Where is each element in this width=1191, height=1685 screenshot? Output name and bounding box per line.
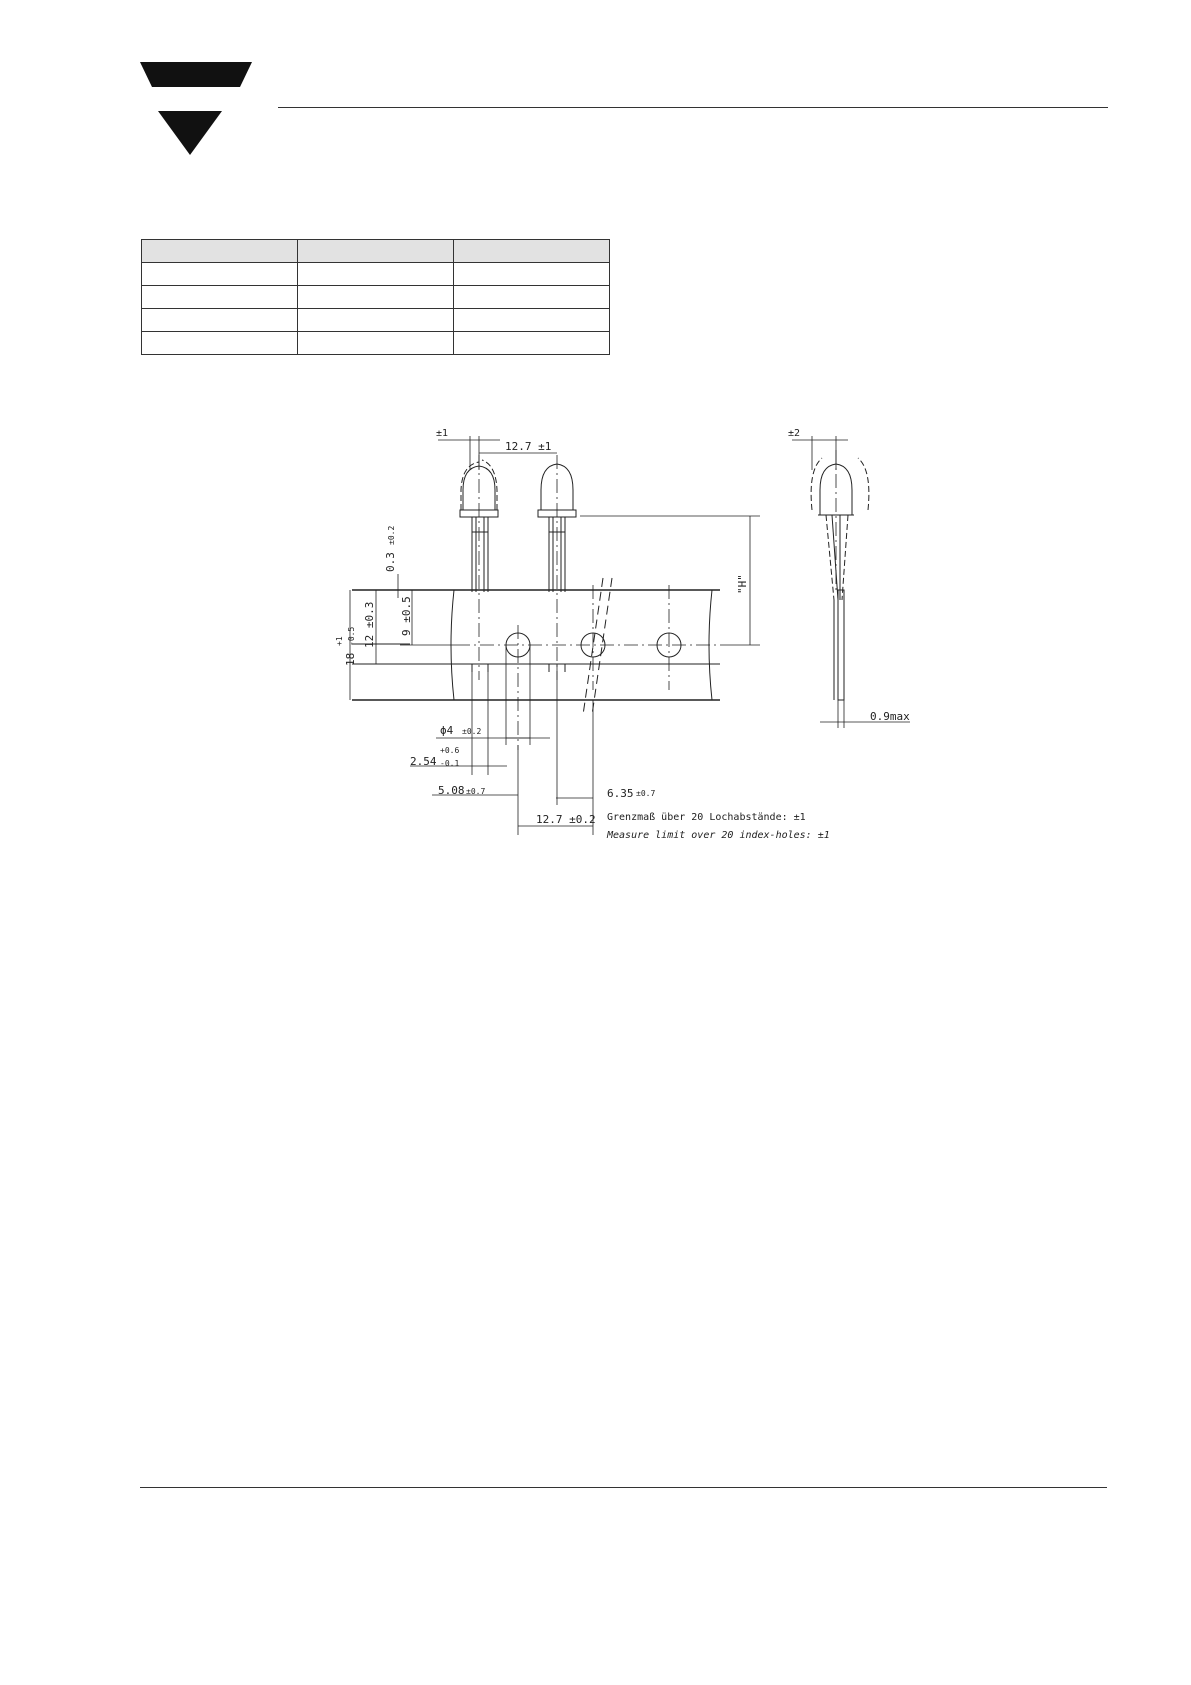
header-rule: [278, 107, 1108, 108]
dim-label: ±0.7: [636, 789, 656, 798]
note-german: Grenzmaß über 20 Lochabstände: ±1: [607, 812, 806, 823]
led-side-view: [811, 458, 869, 700]
table-cell: [142, 309, 298, 332]
footer-rule: [140, 1487, 1107, 1488]
table-cell: [298, 240, 454, 263]
table-cell: [142, 263, 298, 286]
note-english: Measure limit over 20 index-holes: ±1: [607, 830, 830, 841]
dim-label: 2.54: [410, 755, 437, 768]
dim-label: 0.9max: [870, 710, 910, 723]
table-row: [142, 309, 610, 332]
table-cell: [454, 332, 610, 355]
dim-label: 6.35: [607, 787, 634, 800]
table-row: [142, 332, 610, 355]
table-cell: [298, 263, 454, 286]
spec-table: [141, 239, 610, 355]
dim-label: ±2: [788, 428, 801, 439]
table-row: [142, 263, 610, 286]
dim-label: 18: [344, 652, 357, 666]
table-cell: [454, 240, 610, 263]
dim-label: ϕ4: [440, 724, 454, 737]
dim-label: ±0.7: [466, 787, 486, 796]
dim-label: 12.7 ±0.2: [536, 813, 596, 826]
table-row: [142, 286, 610, 309]
table-cell: [298, 286, 454, 309]
dim-label: 9 ±0.5: [400, 596, 413, 636]
dim-label: 5.08: [438, 784, 465, 797]
logo-bottom-triangle: [158, 111, 222, 155]
dim-label: -0.1: [440, 759, 460, 768]
logo-top-trapezoid: [140, 62, 252, 87]
dim-label: -0.5: [347, 626, 356, 646]
table-cell: [454, 309, 610, 332]
dim-label: ±0.2: [462, 727, 482, 736]
dim-label: 12.7 ±1: [505, 440, 552, 453]
dim-label: +1: [335, 636, 344, 646]
table-cell: [298, 309, 454, 332]
centerlines: [456, 450, 836, 750]
dim-label: 0.3: [384, 552, 397, 572]
dim-label: ±1: [436, 428, 449, 439]
company-logo: [140, 62, 252, 157]
table-header-row: [142, 240, 610, 263]
table-cell: [298, 332, 454, 355]
dimension-lines: [350, 436, 910, 835]
dim-label: "H": [736, 574, 749, 594]
dim-label: +0.6: [440, 746, 460, 755]
dim-label: 12 ±0.3: [363, 601, 376, 648]
table-cell: [142, 286, 298, 309]
table-cell: [142, 332, 298, 355]
tape-packaging-drawing: [330, 420, 930, 850]
table-cell: [454, 263, 610, 286]
table-cell: [142, 240, 298, 263]
dim-label: ±0.2: [387, 525, 396, 545]
table-cell: [454, 286, 610, 309]
